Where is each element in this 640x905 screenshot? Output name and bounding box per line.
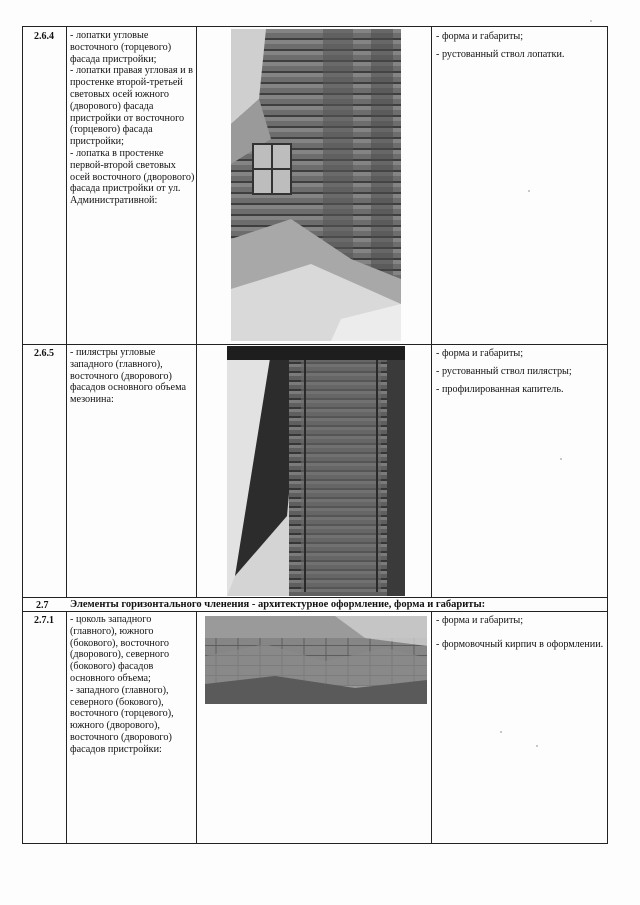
description-text: - пилястры угловые западного (главного), восточного (дворового) фасадов основного объема мезонина: bbox=[70, 347, 186, 406]
row-subject-list bbox=[436, 615, 604, 657]
row-number: 2.6.5 bbox=[34, 348, 54, 359]
subject-item: - профилированная капитель. bbox=[436, 384, 564, 395]
scan-speck bbox=[560, 458, 562, 460]
row-description bbox=[70, 30, 196, 207]
row-description bbox=[70, 347, 194, 406]
row-number: 2.7.1 bbox=[34, 615, 54, 626]
subject-item: - формовочный кирпич в оформлении. bbox=[436, 639, 604, 650]
scan-speck bbox=[536, 745, 538, 747]
section-number: 2.7 bbox=[36, 600, 49, 611]
section-title: Элементы горизонтального членения - архитектурное оформление, форма и габариты: bbox=[70, 599, 486, 610]
scan-speck bbox=[528, 190, 530, 192]
column-divider bbox=[431, 611, 432, 844]
subject-item: - форма и габариты; bbox=[436, 31, 524, 42]
column-divider bbox=[196, 26, 197, 598]
column-divider bbox=[196, 611, 197, 844]
facade-photo-pilasters-annex bbox=[231, 29, 401, 341]
row-divider bbox=[22, 344, 608, 345]
table-border-bottom bbox=[22, 843, 608, 844]
subject-item: - рустованный ствол лопатки. bbox=[436, 49, 565, 60]
row-divider bbox=[22, 597, 608, 598]
description-text: - лопатки угловые восточного (торцевого) фасада пристройки; - лопатки правая угловая и в простенке второй-третьей световых осей южного (дворового) фасада пристройки от восточного (торцевого) фасада пристройки; - лопатка в простенке первой-второй световых осей восточного (дворового) фасада пристройки от ул. Административной: bbox=[70, 30, 195, 207]
facade-photo-plinth bbox=[205, 616, 427, 704]
table-border-left bbox=[22, 26, 23, 844]
monument-elements-table bbox=[22, 26, 608, 844]
row-subject-list bbox=[436, 31, 604, 67]
table-border-right bbox=[607, 26, 608, 844]
facade-photo-pilaster-mezzanine bbox=[227, 346, 405, 596]
scan-speck bbox=[500, 731, 502, 733]
row-subject-list bbox=[436, 348, 604, 402]
column-divider bbox=[66, 26, 67, 598]
subject-item: - форма и габариты; bbox=[436, 615, 524, 626]
description-text: - цоколь западного (главного), южного (бокового), восточного (дворового), северного (бокового) фасадов основного объема; - западного (главного), северного (бокового), восточного (торцевого), южного (дворового), восточного (дворового) фасадов пристройки: bbox=[70, 614, 174, 755]
column-divider bbox=[66, 611, 67, 844]
row-number: 2.6.4 bbox=[34, 31, 54, 42]
scan-speck bbox=[590, 20, 592, 22]
subject-item: - форма и габариты; bbox=[436, 348, 524, 359]
subject-item: - рустованный ствол пилястры; bbox=[436, 366, 572, 377]
row-divider bbox=[22, 611, 608, 612]
table-border-top bbox=[22, 26, 608, 27]
column-divider bbox=[431, 26, 432, 598]
row-description bbox=[70, 614, 196, 756]
